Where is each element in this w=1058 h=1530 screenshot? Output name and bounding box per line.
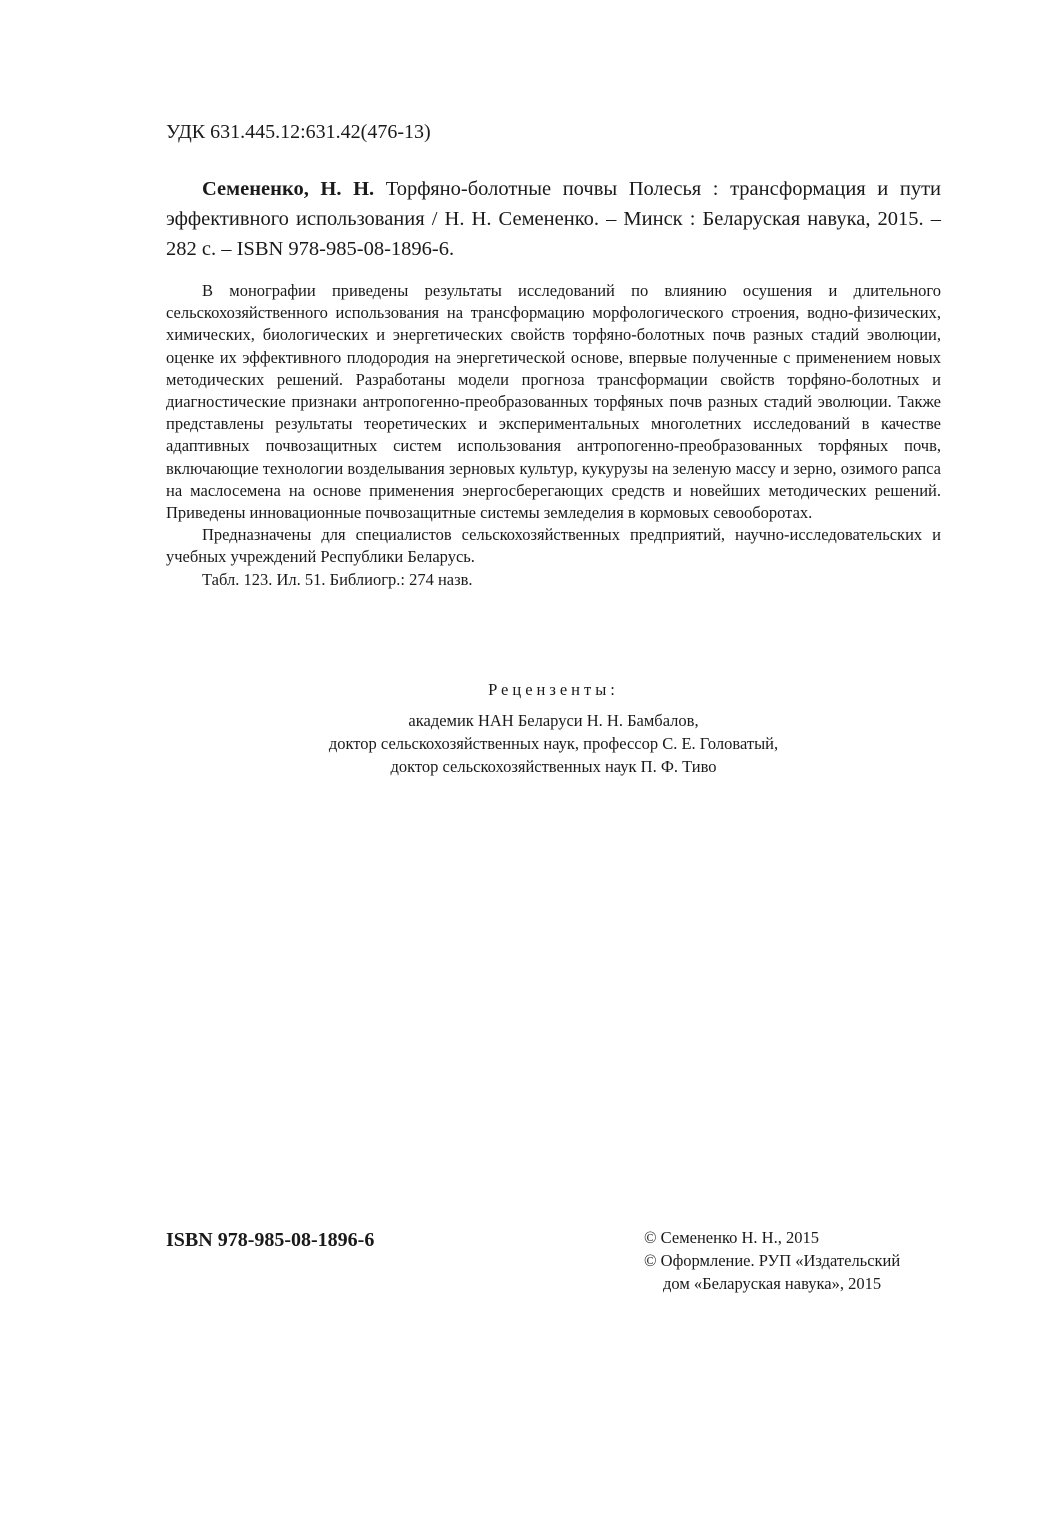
isbn: ISBN 978-985-08-1896-6 bbox=[166, 1229, 375, 1251]
annotation-stats: Табл. 123. Ил. 51. Библиогр.: 274 назв. bbox=[202, 569, 473, 589]
copyright-author: © Семененко Н. Н., 2015 bbox=[644, 1228, 819, 1247]
copyright-publisher: дом «Беларуская навука», 2015 bbox=[663, 1274, 882, 1293]
annotation-audience: Предназначены для специалистов сельскохозяйственных предприятий, научно-исследовательских и учебных учреждений Республики Беларусь. bbox=[166, 525, 941, 567]
bib-description: Торфяно-болотные почвы Полесья : трансформация и пути эффективного использования / Н. Н. Семененко. – Минск : Беларуская навука, 2015. – 282 с. – ISBN 978-985-08-1896-6. bbox=[166, 178, 941, 260]
reviewers-block bbox=[166, 678, 941, 778]
reviewers-title: Рецензенты: bbox=[488, 680, 619, 699]
reviewer-line: академик НАН Беларуси Н. Н. Бамбалов, bbox=[408, 711, 699, 730]
annotation-main: В монографии приведены результаты исследований по влиянию осушения и длительного сельскохозяйственного использования на трансформацию морфологического строения, водно-физических, химических, биологических и энергетических свойств торфяно-болотных почв разных стадий эволюции, оценке их эффективного плодородия на энергетической основе, впервые полученные с применением новых методических решений. Разработаны модели прогноза трансформации свойств торфяно-болотных и диагностические признаки антропогенно-преобразованных торфяных почв разных стадий эволюции. Также представлены результаты теоретических и экспериментальных многолетних исследований в качестве адаптивных почвозащитных систем использования антропогенно-преобразованных торфяных почв, включающие технологии возделывания зерновых культур, кукурузы на зеленую массу и зерно, озимого рапса на маслосемена на основе применения энергосберегающих средств и новейших методических решений. Приведены инновационные почвозащитные системы земледелия в кормовых севооборотах. bbox=[166, 281, 941, 523]
reviewer-line: доктор сельскохозяйственных наук, профессор С. Е. Головатый, bbox=[328, 734, 779, 753]
bibliographic-record bbox=[166, 174, 941, 264]
bib-author: Семененко, Н. Н. bbox=[202, 178, 375, 200]
udc-code: УДК 631.445.12:631.42(476-13) bbox=[166, 121, 431, 143]
reviewer-line: доктор сельскохозяйственных наук П. Ф. Тиво bbox=[390, 757, 717, 776]
annotation bbox=[166, 280, 941, 591]
copyright-block bbox=[644, 1226, 944, 1295]
copyright-design: © Оформление. РУП «Издательский bbox=[644, 1251, 901, 1270]
